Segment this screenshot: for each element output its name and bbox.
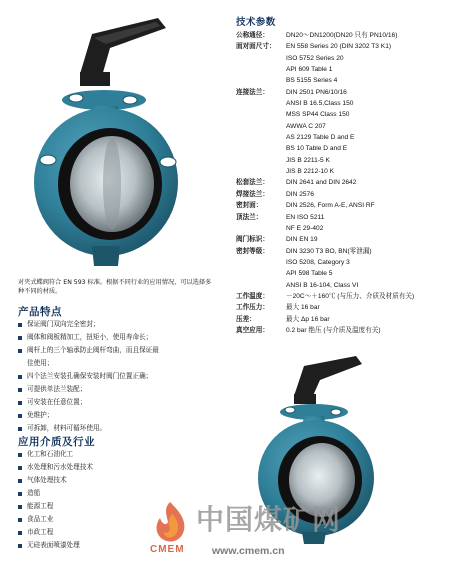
butterfly-valve-photo (18, 14, 204, 276)
spec-label (236, 143, 286, 154)
spec-label: 面对面尺寸： (236, 42, 276, 51)
list-item (18, 409, 218, 422)
spec-label: 公称通径： (236, 31, 269, 39)
list-item-text: 可提供单法兰装配； (27, 385, 87, 393)
spec-row (236, 75, 466, 86)
spec-row (236, 189, 466, 200)
bullet-icon (18, 375, 22, 379)
spec-row (236, 166, 466, 177)
list-item-text: 食品工业 (27, 515, 54, 523)
spec-value: DIN 2641 and DIN 2642 (286, 179, 357, 187)
spec-label (236, 98, 286, 109)
spec-value: DN20～DN1200(DN20 只有 PN10/16) (286, 32, 398, 39)
spec-row (236, 98, 466, 109)
spec-value: DIN 3230 T3 BO, BN(零泄漏) (286, 247, 372, 255)
spec-row (236, 155, 466, 166)
spec-value: DIN 2501 PN6/10/16 (286, 88, 347, 96)
list-item (18, 461, 218, 474)
bullet-icon (18, 505, 22, 509)
spec-row (236, 234, 466, 245)
spec-label: 压差： (236, 314, 256, 323)
spec-row (236, 87, 466, 98)
spec-row (236, 132, 466, 143)
spec-row (236, 280, 466, 291)
list-item-text: 能源工程 (27, 502, 54, 510)
spec-row (236, 268, 466, 279)
list-item-text: 化工和石油化工 (27, 450, 74, 458)
flame-logo-icon (150, 500, 192, 544)
list-item-text: 佳使用； (27, 359, 54, 367)
list-item (18, 448, 218, 461)
spec-value: API 609 Table 1 (286, 66, 333, 74)
list-item-text: 阀体和阀板精加工，扭矩小，使用寿命长； (27, 333, 153, 341)
list-item (18, 487, 218, 500)
spec-value: EN ISO 5211 (286, 213, 325, 221)
spec-label: 连接法兰： (236, 87, 269, 96)
list-item-text: 四个法兰安装孔确保安装时阀门位置正确； (27, 372, 153, 380)
bullet-icon (18, 518, 22, 522)
list-item (18, 344, 218, 357)
industries-title: 应用介质及行业 (18, 436, 95, 448)
bullet-icon (18, 349, 22, 353)
list-item (18, 474, 218, 487)
list-item (18, 318, 218, 331)
bullet-icon (18, 492, 22, 496)
list-item-text: 市政工程 (27, 528, 54, 536)
spec-label (236, 53, 286, 64)
spec-value: JIS B 2212-10 K (286, 168, 335, 176)
spec-value: EN 558 Series 20 (DIN 3202 T3 K1) (286, 43, 392, 51)
spec-row (236, 53, 466, 64)
specs-table (236, 30, 466, 336)
spec-value: JIS B 2211-5 K (286, 156, 330, 164)
spec-row (236, 200, 466, 211)
features-list (18, 318, 218, 435)
spec-value: 最大 Δp 16 bar (286, 315, 330, 323)
spec-label (236, 75, 286, 86)
list-item (18, 331, 218, 344)
spec-label: 阀门标识： (236, 235, 269, 244)
spec-row (236, 177, 466, 188)
bullet-icon (18, 323, 22, 327)
spec-row (236, 291, 466, 302)
spec-row (236, 30, 466, 41)
spec-value: MSS SP44 Class 150 (286, 111, 350, 119)
spec-row (236, 109, 466, 120)
spec-label (236, 268, 286, 279)
spec-row (236, 257, 466, 268)
bullet-icon (18, 414, 22, 418)
bullet-icon (18, 388, 22, 392)
spec-row (236, 41, 466, 52)
specs-title: 技术参数 (236, 17, 276, 28)
features-title: 产品特点 (18, 306, 62, 318)
list-item-text: 阀杆上的三个轴承防止阀杆弯曲，而且保证最 (27, 346, 159, 354)
bullet-icon (18, 453, 22, 457)
list-item (18, 396, 218, 409)
spec-label: 焊接法兰： (236, 189, 269, 198)
watermark-title: 中国煤矿网 (196, 503, 342, 536)
spec-value: ANSI B 16.5,Class 150 (286, 100, 354, 108)
spec-row (236, 64, 466, 75)
bullet-icon (18, 427, 22, 431)
spec-value: BS 10 Table D and E (286, 145, 348, 153)
spec-label (236, 121, 286, 132)
list-item-text: 可安装在任意位置； (27, 398, 87, 406)
spec-value: DIN 2576 (286, 190, 314, 198)
spec-label (236, 166, 286, 177)
list-item (18, 357, 218, 370)
spec-value: API 598 Table 5 (286, 270, 333, 278)
spec-value: AWWA C 207 (286, 122, 326, 130)
bullet-icon (18, 401, 22, 405)
photo-caption: 对夹式蝶阀符合 EN 593 标准。根据不同行业的应用情况，可以选择多种不同的材质。 (18, 279, 212, 295)
spec-label (236, 155, 286, 166)
spec-label (236, 109, 286, 120)
list-item (18, 383, 218, 396)
spec-row (236, 223, 466, 234)
list-item-text: 水处理和污水处理技术 (27, 463, 93, 471)
spec-value: ISO 5752 Series 20 (286, 54, 344, 62)
spec-value: 最大 16 bar (286, 304, 320, 312)
spec-value: ANSI B 16-104, Class VI (286, 281, 359, 289)
spec-label (236, 64, 286, 75)
spec-row (236, 212, 466, 223)
spec-label (236, 280, 286, 291)
list-item-text: 无硅表面喷漆处理 (27, 541, 80, 549)
watermark-url: www.cmem.cn (212, 545, 285, 557)
spec-value: ISO 5208, Category 3 (286, 258, 350, 266)
list-item-text: 造船 (27, 489, 41, 497)
spec-value: NF E 29-402 (286, 224, 324, 232)
spec-row (236, 246, 466, 257)
spec-label: 松套法兰： (236, 178, 269, 187)
bullet-icon (18, 531, 22, 535)
spec-row (236, 314, 466, 325)
spec-label (236, 257, 286, 268)
spec-row (236, 121, 466, 132)
watermark-brand: CMEM (150, 544, 185, 555)
list-item-text: 气体处理技术 (27, 476, 67, 484)
spec-label: 工作温度： (236, 291, 269, 300)
bullet-icon (18, 479, 22, 483)
spec-row (236, 143, 466, 154)
spec-value: DIN EN 19 (286, 236, 318, 244)
list-item-text: 保证阀门双向完全密封； (27, 320, 100, 328)
list-item (18, 370, 218, 383)
spec-label (236, 223, 286, 234)
spec-label: 密封等级： (236, 246, 269, 255)
spec-value: 0.2 bar 绝压 (与介质及温度有关) (286, 326, 381, 334)
bullet-icon (18, 466, 22, 470)
bullet-icon (18, 544, 22, 548)
spec-value: BS 5155 Series 4 (286, 77, 338, 85)
list-item-text: 免维护； (27, 411, 54, 419)
spec-label: 顶法兰： (236, 212, 263, 221)
list-item-text: 可拆卸，材料可循环使用。 (27, 424, 107, 432)
bullet-icon (18, 336, 22, 340)
spec-row (236, 325, 466, 336)
spec-label: 工作压力： (236, 303, 269, 312)
spec-row (236, 302, 466, 313)
spec-label: 真空应用： (236, 325, 269, 334)
spec-value: DIN 2526, Form A-E, ANSI RF (286, 202, 375, 210)
spec-label: 密封面： (236, 201, 263, 210)
spec-value: AS 2129 Table D and E (286, 134, 355, 142)
spec-label (236, 132, 286, 143)
spec-value: －20C～＋160℃ (与压力、介质及材质有关) (286, 292, 415, 300)
